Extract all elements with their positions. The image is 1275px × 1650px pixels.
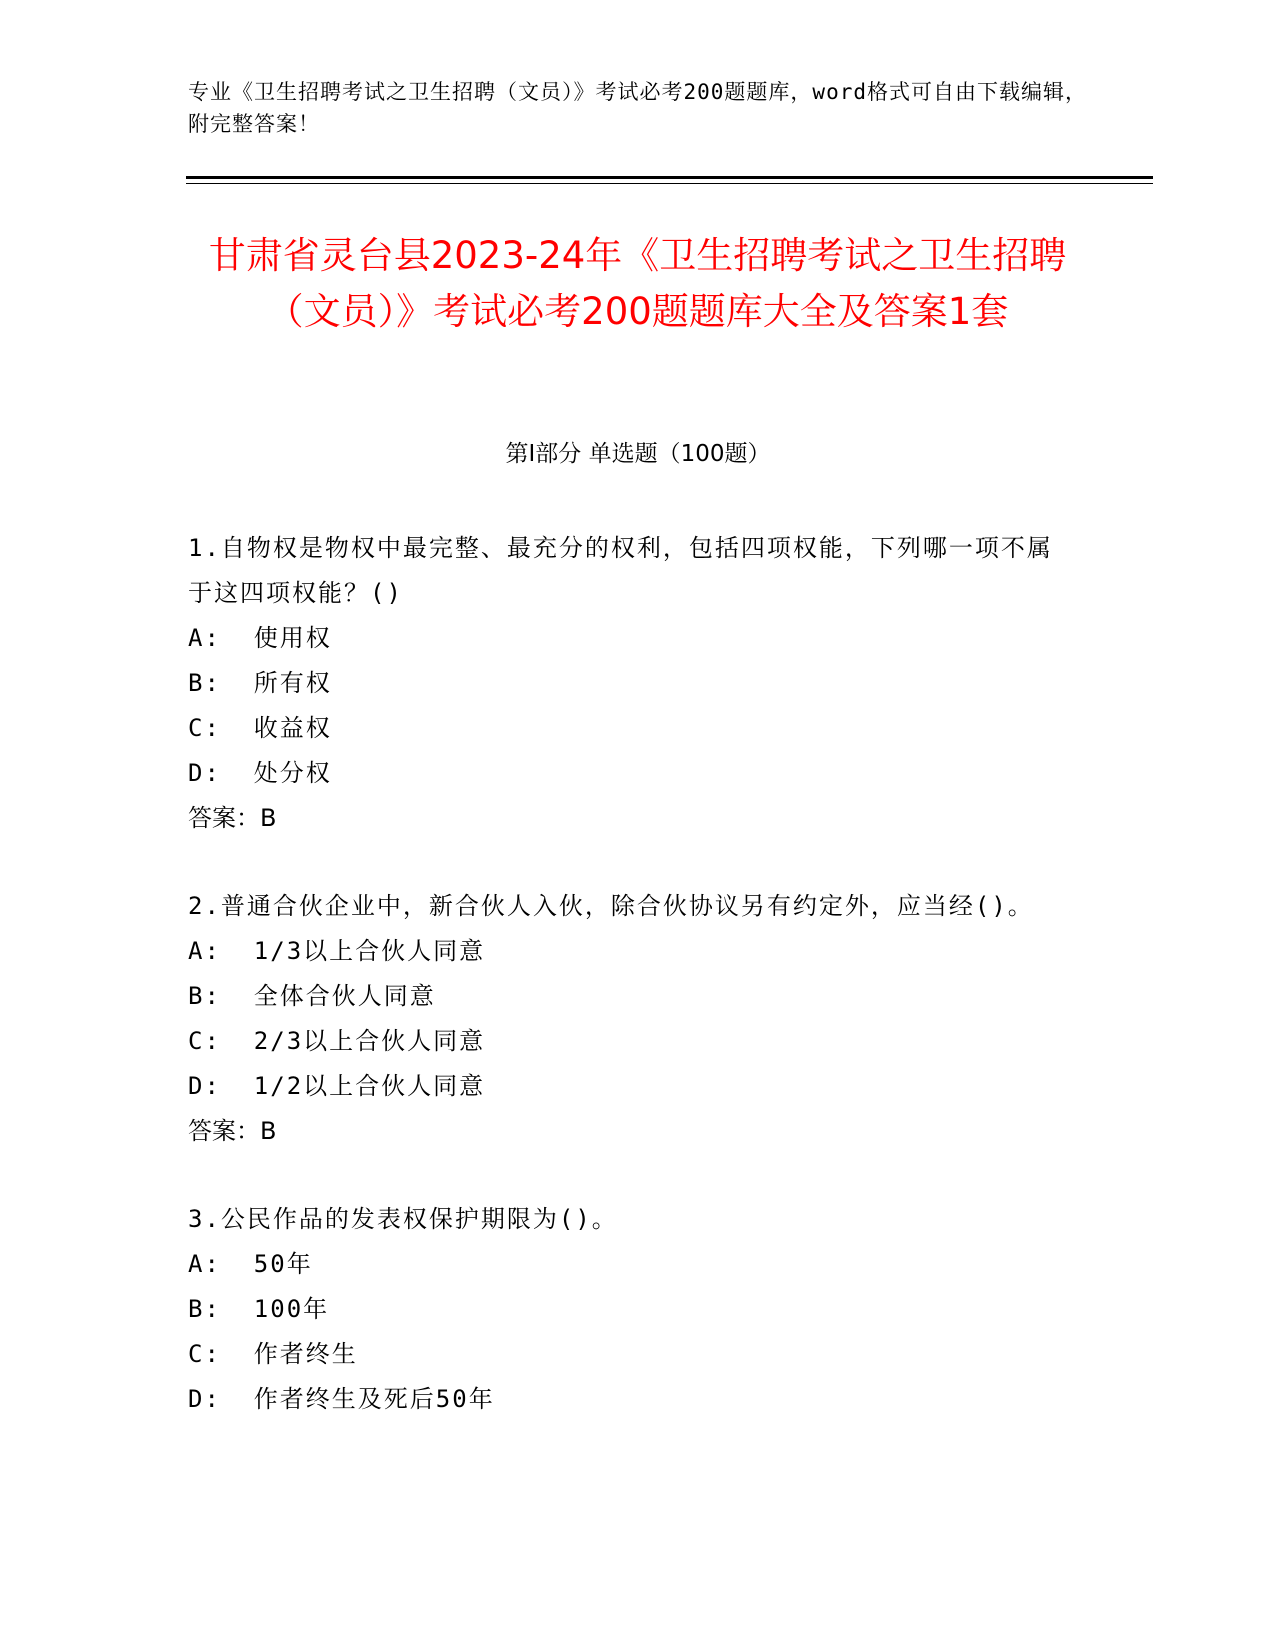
question-3 xyxy=(188,1197,1068,1422)
answer: 答案：B xyxy=(188,1117,277,1145)
option-c: C: 2/3以上合伙人同意 xyxy=(188,1027,486,1055)
section-title: 第Ⅰ部分 单选题（100题） xyxy=(505,441,771,467)
answer: 答案：B xyxy=(188,804,277,832)
question-1 xyxy=(188,526,1068,841)
option-d: D: 处分权 xyxy=(188,759,332,787)
option-a: A: 使用权 xyxy=(188,624,332,652)
option-b: B: 所有权 xyxy=(188,669,332,697)
option-c: C: 作者终生 xyxy=(188,1340,358,1368)
header-note: 专业《卫生招聘考试之卫生招聘（文员）》考试必考200题题库，word格式可自由下载编辑，附完整答案！ xyxy=(188,80,1087,136)
option-d: D: 1/2以上合伙人同意 xyxy=(188,1072,486,1100)
option-c: C: 收益权 xyxy=(188,714,332,742)
header-divider-thick xyxy=(186,176,1153,179)
question-stem: 1.自物权是物权中最完整、最充分的权利，包括四项权能，下列哪一项不属于这四项权能？() xyxy=(188,534,1053,607)
option-b: B: 全体合伙人同意 xyxy=(188,982,436,1010)
question-stem: 3.公民作品的发表权保护期限为()。 xyxy=(188,1205,618,1233)
question-stem: 2.普通合伙企业中，新合伙人入伙，除合伙协议另有约定外，应当经()。 xyxy=(188,892,1034,920)
option-a: A: 1/3以上合伙人同意 xyxy=(188,937,486,965)
option-b: B: 100年 xyxy=(188,1295,330,1323)
question-list xyxy=(188,526,1068,1465)
header-divider-thin xyxy=(186,183,1153,184)
question-2 xyxy=(188,884,1068,1154)
document-title: 甘肃省灵台县2023-24年《卫生招聘考试之卫生招聘（文员）》考试必考200题题库大全及答案1套 xyxy=(208,234,1067,333)
option-a: A: 50年 xyxy=(188,1250,313,1278)
option-d: D: 作者终生及死后50年 xyxy=(188,1385,495,1413)
